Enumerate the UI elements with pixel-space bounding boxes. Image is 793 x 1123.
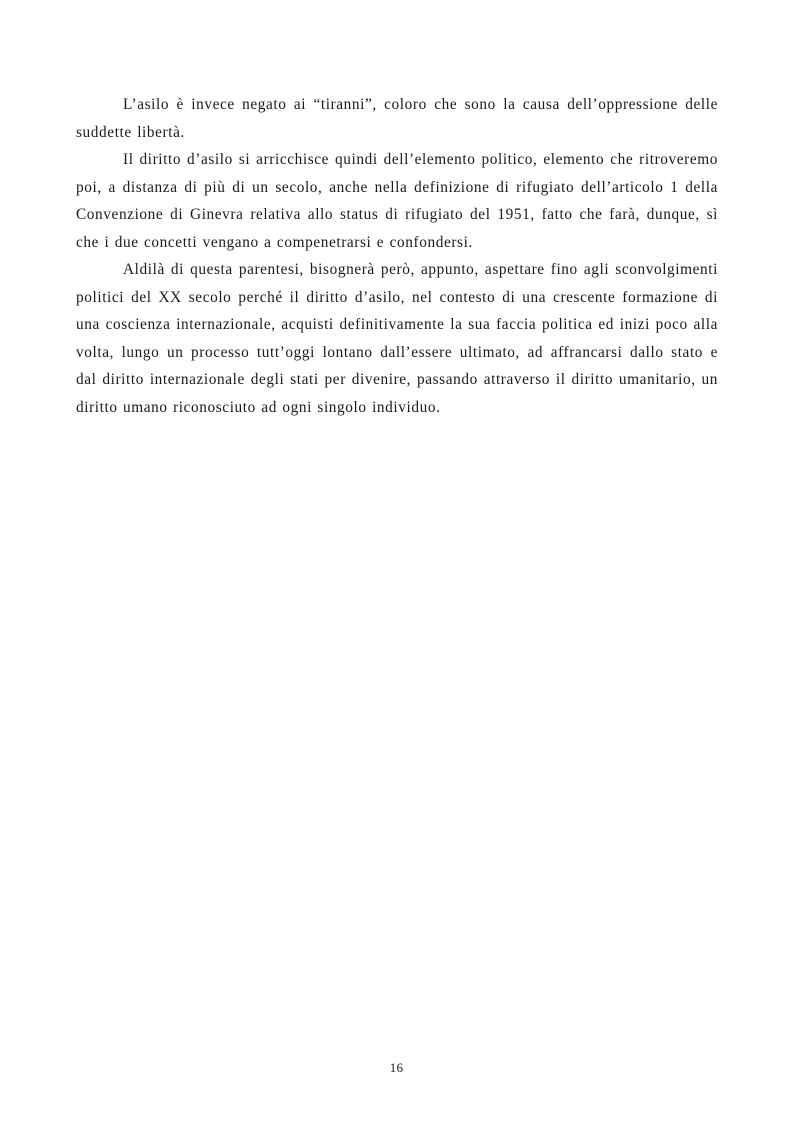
- paragraph-3: Aldilà di questa parentesi, bisognerà però, appunto, aspettare fino agli sconvolgimenti politici del XX secolo perché il diritto d’asilo, nel contesto di una crescente formazione di una coscienza internazionale, acquisti definitivamente la sua faccia politica ed inizi poco alla volta, lungo un processo tutt’oggi lontano dall’essere ultimato, ad affrancarsi dallo stato e dal diritto internazionale degli stati per divenire, passando attraverso il diritto umanitario, un diritto umano riconosciuto ad ogni singolo individuo.: [76, 261, 718, 416]
- paragraph-2: Il diritto d’asilo si arricchisce quindi dell’elemento politico, elemento che ritroveremo poi, a distanza di più di un secolo, anche nella definizione di rifugiato dell’articolo 1 della Convenzione di Ginevra relativa allo status di rifugiato del 1951, fatto che farà, dunque, sì che i due concetti vengano a compenetrarsi e confondersi.: [76, 151, 718, 251]
- body-text: [76, 91, 718, 421]
- paragraph-1: L’asilo è invece negato ai “tiranni”, coloro che sono la causa dell’oppressione delle suddette libertà.: [76, 96, 718, 141]
- page-number: 16: [389, 1060, 404, 1075]
